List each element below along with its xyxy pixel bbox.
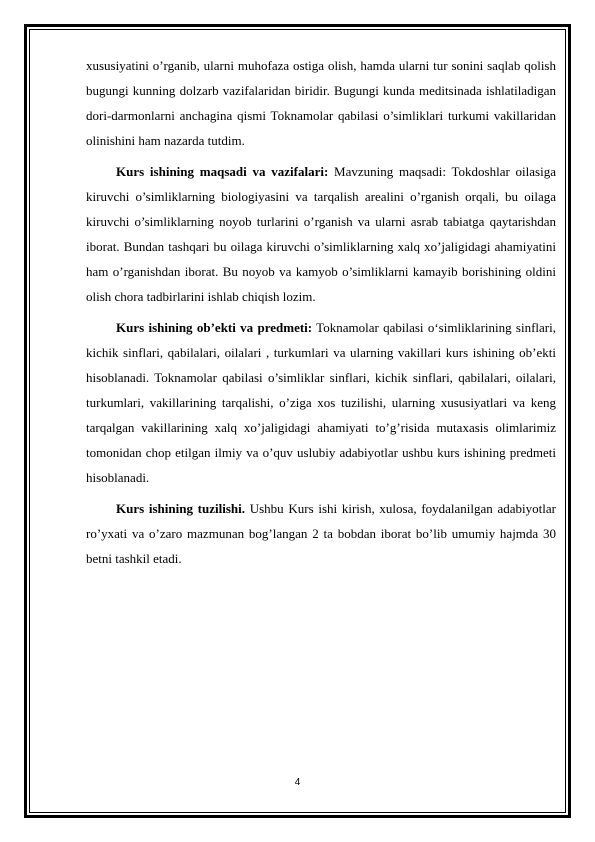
paragraph-structure: [86, 496, 556, 571]
paragraph-heading: Kurs ishining tuzilishi.: [116, 501, 245, 516]
paragraph-heading: Kurs ishining ob’ekti va predmeti:: [116, 320, 313, 335]
paragraph-text: xususiyatini o’rganib, ularni muhofaza ostiga olish, hamda ularni tur sonini saqlab qolish bugungi kunning dolzarb vazifalaridan biridir. Bugungi kunda meditsinada ishlatiladigan dori-darmonlarni anchagina qismi Toknamolar qabilasi o’simliklari turkumi vakillaridan olinishini ham nazarda tutdim.: [86, 58, 556, 148]
paragraph-goals: [86, 159, 556, 309]
paragraph-text: Toknamolar qabilasi o‘simliklarining sinflari, kichik sinflari, qabilalari, oilalari , turkumlari va ularning vakillari kurs ishining ob’ekti hisoblanadi. Toknamolar qabilasi o’simliklar sinflari, kichik sinflari, qabilalari, oilalari, turkumlari, vakillarining tarqalishi, o’ziga xos tuzilishi, ularning xususiyatlari va keng tarqalgan vakillarining xalq xo’jaligidagi ahamiyati to’g’risida mutaxasis olimlarimiz tomonidan chop etilgan ilmiy va o’quv uslubiy adabiyotlar ushbu kurs ishining predmeti hisoblanadi.: [86, 320, 556, 485]
paragraph-intro-continued: [86, 53, 556, 153]
paragraph-text: Ushbu Kurs ishi kirish, xulosa, foydalanilgan adabiyotlar ro’yxati va o’zaro mazmunan bog’langan 2 ta bobdan iborat bo’lib umumiy hajmda 30 betni tashkil etadi.: [86, 501, 556, 566]
paragraph-text: Mavzuning maqsadi: Tokdoshlar oilasiga kiruvchi o’simliklarning biologiyasini va tarqalish arealini o’rganish orqali, bu oilaga kiruvchi o’simliklarning noyob turlarini o’rganish va ularni asrab tabiatga qaytarishdan iborat. Bundan tashqari bu oilaga kiruvchi o’simliklarning xalq xo’jaligidagi ahamiyatini ham o’rganishdan iborat. Bu noyob va kamyob o’simliklarni kamayib borishining oldini olish chora tadbirlarini ishlab chiqish lozim.: [86, 164, 556, 304]
paragraph-heading: Kurs ishining maqsadi va vazifalari:: [116, 164, 329, 179]
document-body: [86, 53, 556, 571]
paragraph-object-subject: [86, 315, 556, 490]
page-number: 4: [294, 777, 301, 788]
